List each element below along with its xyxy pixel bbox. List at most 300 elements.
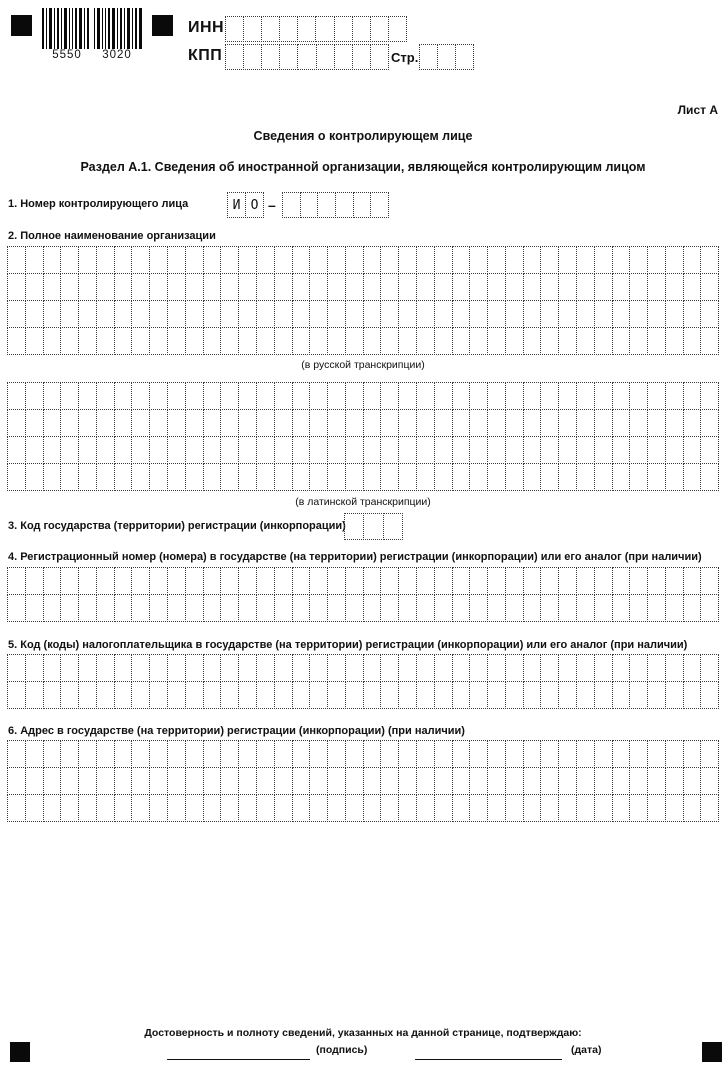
char-cell[interactable] (149, 436, 168, 464)
char-cell[interactable] (256, 436, 275, 464)
char-cell[interactable] (256, 740, 275, 768)
char-cell[interactable] (452, 681, 471, 709)
char-cell[interactable] (434, 567, 453, 595)
char-cell[interactable] (594, 681, 613, 709)
char-cell[interactable] (540, 567, 559, 595)
char-cell[interactable] (225, 44, 244, 70)
char-cell[interactable] (203, 463, 222, 491)
char-cell[interactable] (469, 436, 488, 464)
char-cell[interactable] (487, 567, 506, 595)
char-cell[interactable] (434, 327, 453, 355)
char-cell[interactable] (7, 794, 26, 822)
char-cell[interactable] (274, 767, 293, 795)
char-cell[interactable] (523, 594, 542, 622)
signature-line[interactable] (167, 1041, 310, 1060)
char-cell[interactable] (434, 436, 453, 464)
char-cell[interactable] (309, 740, 328, 768)
char-cell[interactable] (131, 594, 150, 622)
char-cell[interactable] (345, 681, 364, 709)
char-cell[interactable] (380, 794, 399, 822)
char-cell[interactable] (363, 246, 382, 274)
char-cell[interactable] (327, 273, 346, 301)
char-cell[interactable] (25, 567, 44, 595)
char-cell[interactable] (416, 327, 435, 355)
char-cell[interactable] (665, 300, 684, 328)
char-cell[interactable] (220, 794, 239, 822)
char-cell[interactable] (469, 273, 488, 301)
char-cell[interactable] (96, 246, 115, 274)
char-cell[interactable] (238, 273, 257, 301)
char-cell[interactable] (452, 273, 471, 301)
char-cell[interactable] (647, 382, 666, 410)
char-cell[interactable] (398, 463, 417, 491)
char-cell[interactable] (505, 794, 524, 822)
char-cell[interactable] (274, 567, 293, 595)
char-cell[interactable] (419, 44, 438, 70)
char-cell[interactable] (345, 436, 364, 464)
char-cell[interactable] (452, 767, 471, 795)
char-cell[interactable] (309, 382, 328, 410)
char-cell[interactable] (309, 463, 328, 491)
char-cell[interactable] (185, 463, 204, 491)
char-cell[interactable] (96, 409, 115, 437)
char-cell[interactable] (185, 300, 204, 328)
char-cell[interactable] (700, 300, 719, 328)
char-cell[interactable] (594, 382, 613, 410)
char-cell[interactable] (96, 567, 115, 595)
char-cell[interactable] (149, 382, 168, 410)
char-cell[interactable] (380, 246, 399, 274)
char-cell[interactable] (352, 16, 371, 42)
char-cell[interactable] (540, 327, 559, 355)
char-cell[interactable] (398, 409, 417, 437)
char-cell[interactable] (60, 246, 79, 274)
char-cell[interactable] (114, 567, 133, 595)
char-cell[interactable] (647, 794, 666, 822)
char-cell[interactable] (300, 192, 319, 218)
char-cell[interactable] (380, 567, 399, 595)
char-cell[interactable] (434, 794, 453, 822)
char-cell[interactable] (665, 463, 684, 491)
char-cell[interactable] (317, 192, 336, 218)
char-cell[interactable] (78, 681, 97, 709)
char-cell[interactable] (327, 246, 346, 274)
char-cell[interactable] (96, 794, 115, 822)
char-cell[interactable] (7, 681, 26, 709)
char-cell[interactable] (25, 654, 44, 682)
char-cell[interactable] (594, 246, 613, 274)
char-cell[interactable] (203, 327, 222, 355)
char-cell[interactable] (363, 681, 382, 709)
char-cell[interactable] (505, 681, 524, 709)
char-cell[interactable] (363, 594, 382, 622)
inn-field[interactable] (225, 16, 407, 42)
char-cell[interactable] (398, 567, 417, 595)
char-cell[interactable] (540, 654, 559, 682)
char-cell[interactable] (469, 382, 488, 410)
char-cell[interactable] (576, 767, 595, 795)
char-cell[interactable] (505, 654, 524, 682)
char-cell[interactable] (167, 327, 186, 355)
char-cell[interactable] (220, 654, 239, 682)
char-cell[interactable] (469, 740, 488, 768)
char-cell[interactable] (594, 654, 613, 682)
char-cell[interactable] (43, 409, 62, 437)
char-cell[interactable] (282, 192, 301, 218)
char-cell[interactable] (60, 327, 79, 355)
kpp-field[interactable] (225, 44, 389, 70)
char-cell[interactable] (523, 273, 542, 301)
char-cell[interactable] (60, 681, 79, 709)
char-cell[interactable] (380, 327, 399, 355)
char-cell[interactable] (149, 767, 168, 795)
char-cell[interactable] (647, 681, 666, 709)
char-cell[interactable] (203, 382, 222, 410)
char-cell[interactable] (203, 567, 222, 595)
char-cell[interactable] (96, 681, 115, 709)
char-cell[interactable] (203, 767, 222, 795)
char-cell[interactable] (398, 246, 417, 274)
char-cell[interactable] (469, 246, 488, 274)
char-cell[interactable] (292, 654, 311, 682)
char-cell[interactable] (203, 246, 222, 274)
char-cell[interactable] (700, 567, 719, 595)
char-cell[interactable] (309, 654, 328, 682)
char-cell[interactable] (78, 436, 97, 464)
char-cell[interactable] (487, 409, 506, 437)
char-cell[interactable] (700, 246, 719, 274)
char-cell[interactable] (131, 740, 150, 768)
char-cell[interactable] (576, 273, 595, 301)
char-cell[interactable] (558, 409, 577, 437)
char-cell[interactable] (43, 463, 62, 491)
char-cell[interactable] (7, 463, 26, 491)
char-cell[interactable] (434, 654, 453, 682)
char-cell[interactable] (612, 436, 631, 464)
char-cell[interactable]: И (227, 192, 246, 218)
char-cell[interactable] (256, 767, 275, 795)
char-cell[interactable] (345, 409, 364, 437)
char-cell[interactable] (363, 436, 382, 464)
char-cell[interactable] (505, 300, 524, 328)
char-cell[interactable] (78, 246, 97, 274)
char-cell[interactable] (114, 654, 133, 682)
char-cell[interactable] (683, 436, 702, 464)
char-cell[interactable] (594, 567, 613, 595)
char-cell[interactable] (203, 654, 222, 682)
char-cell[interactable] (683, 794, 702, 822)
field3-country-code-cells[interactable] (344, 513, 403, 540)
char-cell[interactable] (452, 567, 471, 595)
char-cell[interactable] (114, 273, 133, 301)
char-cell[interactable] (469, 300, 488, 328)
char-cell[interactable] (96, 594, 115, 622)
char-cell[interactable] (434, 409, 453, 437)
char-cell[interactable] (25, 794, 44, 822)
char-cell[interactable] (612, 767, 631, 795)
char-cell[interactable] (452, 246, 471, 274)
char-cell[interactable] (576, 327, 595, 355)
char-cell[interactable] (25, 740, 44, 768)
char-cell[interactable] (434, 300, 453, 328)
char-cell[interactable] (540, 594, 559, 622)
char-cell[interactable] (131, 654, 150, 682)
char-cell[interactable] (149, 794, 168, 822)
char-cell[interactable] (370, 192, 389, 218)
char-cell[interactable] (274, 794, 293, 822)
char-cell[interactable] (279, 44, 298, 70)
char-cell[interactable] (576, 300, 595, 328)
char-cell[interactable] (220, 463, 239, 491)
char-cell[interactable] (43, 654, 62, 682)
char-cell[interactable] (96, 654, 115, 682)
char-cell[interactable] (149, 409, 168, 437)
char-cell[interactable] (558, 594, 577, 622)
char-cell[interactable] (327, 740, 346, 768)
char-cell[interactable] (292, 681, 311, 709)
char-cell[interactable] (43, 681, 62, 709)
char-cell[interactable] (292, 382, 311, 410)
char-cell[interactable] (345, 794, 364, 822)
char-cell[interactable] (523, 681, 542, 709)
char-cell[interactable] (540, 794, 559, 822)
char-cell[interactable] (647, 594, 666, 622)
char-cell[interactable] (540, 382, 559, 410)
char-cell[interactable] (256, 273, 275, 301)
char-cell[interactable] (220, 409, 239, 437)
char-cell[interactable] (327, 300, 346, 328)
char-cell[interactable] (149, 300, 168, 328)
char-cell[interactable] (469, 681, 488, 709)
char-cell[interactable] (114, 594, 133, 622)
char-cell[interactable] (540, 273, 559, 301)
char-cell[interactable] (167, 273, 186, 301)
char-cell[interactable] (309, 273, 328, 301)
char-cell[interactable] (629, 767, 648, 795)
char-cell[interactable] (683, 767, 702, 795)
char-cell[interactable] (629, 273, 648, 301)
char-cell[interactable] (665, 654, 684, 682)
char-cell[interactable] (131, 681, 150, 709)
char-cell[interactable] (316, 44, 335, 70)
char-cell[interactable] (452, 463, 471, 491)
char-cell[interactable] (96, 327, 115, 355)
char-cell[interactable] (558, 463, 577, 491)
char-cell[interactable] (523, 767, 542, 795)
char-cell[interactable] (434, 594, 453, 622)
char-cell[interactable] (185, 327, 204, 355)
char-cell[interactable] (647, 740, 666, 768)
char-cell[interactable] (114, 767, 133, 795)
char-cell[interactable] (96, 767, 115, 795)
char-cell[interactable] (309, 327, 328, 355)
char-cell[interactable] (434, 740, 453, 768)
char-cell[interactable] (629, 740, 648, 768)
char-cell[interactable] (256, 300, 275, 328)
char-cell[interactable] (167, 654, 186, 682)
char-cell[interactable] (238, 681, 257, 709)
char-cell[interactable] (256, 409, 275, 437)
char-cell[interactable] (558, 300, 577, 328)
char-cell[interactable] (505, 382, 524, 410)
char-cell[interactable] (558, 382, 577, 410)
char-cell[interactable] (149, 246, 168, 274)
char-cell[interactable] (167, 300, 186, 328)
char-cell[interactable] (167, 436, 186, 464)
char-cell[interactable] (114, 740, 133, 768)
char-cell[interactable] (43, 246, 62, 274)
char-cell[interactable] (416, 567, 435, 595)
char-cell[interactable] (261, 16, 280, 42)
char-cell[interactable] (612, 740, 631, 768)
char-cell[interactable] (25, 273, 44, 301)
char-cell[interactable] (647, 436, 666, 464)
char-cell[interactable] (363, 300, 382, 328)
char-cell[interactable] (292, 246, 311, 274)
char-cell[interactable] (261, 44, 280, 70)
char-cell[interactable] (558, 794, 577, 822)
char-cell[interactable] (380, 382, 399, 410)
char-cell[interactable] (398, 300, 417, 328)
char-cell[interactable] (25, 594, 44, 622)
char-cell[interactable] (7, 567, 26, 595)
char-cell[interactable] (683, 300, 702, 328)
char-cell[interactable] (416, 794, 435, 822)
char-cell[interactable] (523, 327, 542, 355)
char-cell[interactable] (203, 273, 222, 301)
char-cell[interactable] (96, 300, 115, 328)
char-cell[interactable] (558, 767, 577, 795)
char-cell[interactable] (292, 740, 311, 768)
char-cell[interactable] (487, 436, 506, 464)
char-cell[interactable] (665, 594, 684, 622)
char-cell[interactable] (469, 767, 488, 795)
char-cell[interactable] (487, 654, 506, 682)
char-cell[interactable] (455, 44, 474, 70)
char-cell[interactable] (292, 767, 311, 795)
char-cell[interactable] (114, 246, 133, 274)
char-cell[interactable] (647, 654, 666, 682)
char-cell[interactable] (327, 681, 346, 709)
char-cell[interactable] (220, 273, 239, 301)
char-cell[interactable] (185, 767, 204, 795)
char-cell[interactable] (327, 594, 346, 622)
char-cell[interactable] (700, 409, 719, 437)
char-cell[interactable] (505, 327, 524, 355)
char-cell[interactable] (256, 327, 275, 355)
char-cell[interactable] (345, 246, 364, 274)
char-cell[interactable] (345, 654, 364, 682)
char-cell[interactable] (78, 567, 97, 595)
char-cell[interactable] (469, 327, 488, 355)
char-cell[interactable] (576, 409, 595, 437)
char-cell[interactable] (43, 567, 62, 595)
char-cell[interactable] (96, 382, 115, 410)
char-cell[interactable] (7, 327, 26, 355)
char-cell[interactable] (334, 16, 353, 42)
char-cell[interactable] (203, 740, 222, 768)
char-cell[interactable] (238, 767, 257, 795)
char-cell[interactable] (487, 594, 506, 622)
char-cell[interactable] (665, 767, 684, 795)
char-cell[interactable] (576, 382, 595, 410)
char-cell[interactable] (594, 794, 613, 822)
char-cell[interactable] (114, 463, 133, 491)
char-cell[interactable] (683, 567, 702, 595)
char-cell[interactable] (523, 300, 542, 328)
char-cell[interactable] (683, 463, 702, 491)
char-cell[interactable] (505, 740, 524, 768)
char-cell[interactable] (452, 327, 471, 355)
char-cell[interactable] (487, 300, 506, 328)
char-cell[interactable] (540, 409, 559, 437)
char-cell[interactable] (363, 327, 382, 355)
char-cell[interactable] (647, 767, 666, 795)
char-cell[interactable] (345, 327, 364, 355)
char-cell[interactable] (558, 740, 577, 768)
char-cell[interactable] (398, 382, 417, 410)
char-cell[interactable] (309, 436, 328, 464)
char-cell[interactable] (60, 794, 79, 822)
char-cell[interactable] (309, 246, 328, 274)
char-cell[interactable] (594, 740, 613, 768)
char-cell[interactable] (416, 436, 435, 464)
char-cell[interactable] (292, 409, 311, 437)
field1-number-cells[interactable] (282, 192, 389, 218)
char-cell[interactable] (505, 767, 524, 795)
char-cell[interactable] (416, 463, 435, 491)
char-cell[interactable] (78, 300, 97, 328)
char-cell[interactable] (7, 594, 26, 622)
char-cell[interactable] (558, 681, 577, 709)
char-cell[interactable] (114, 382, 133, 410)
char-cell[interactable] (452, 382, 471, 410)
char-cell[interactable] (43, 594, 62, 622)
char-cell[interactable] (131, 767, 150, 795)
char-cell[interactable] (292, 794, 311, 822)
char-cell[interactable] (469, 594, 488, 622)
char-cell[interactable] (629, 654, 648, 682)
char-cell[interactable] (505, 567, 524, 595)
char-cell[interactable] (256, 246, 275, 274)
char-cell[interactable] (292, 327, 311, 355)
char-cell[interactable] (416, 594, 435, 622)
char-cell[interactable] (398, 327, 417, 355)
char-cell[interactable] (327, 382, 346, 410)
char-cell[interactable] (78, 327, 97, 355)
char-cell[interactable] (167, 740, 186, 768)
char-cell[interactable] (469, 794, 488, 822)
char-cell[interactable] (292, 436, 311, 464)
char-cell[interactable] (452, 436, 471, 464)
char-cell[interactable] (185, 740, 204, 768)
char-cell[interactable] (416, 681, 435, 709)
char-cell[interactable] (700, 594, 719, 622)
char-cell[interactable] (487, 767, 506, 795)
char-cell[interactable] (576, 654, 595, 682)
char-cell[interactable] (25, 436, 44, 464)
char-cell[interactable] (523, 463, 542, 491)
char-cell[interactable] (434, 681, 453, 709)
char-cell[interactable] (131, 436, 150, 464)
char-cell[interactable] (203, 409, 222, 437)
char-cell[interactable] (167, 382, 186, 410)
char-cell[interactable] (398, 681, 417, 709)
char-cell[interactable] (327, 436, 346, 464)
char-cell[interactable] (416, 740, 435, 768)
char-cell[interactable] (629, 436, 648, 464)
char-cell[interactable] (398, 767, 417, 795)
